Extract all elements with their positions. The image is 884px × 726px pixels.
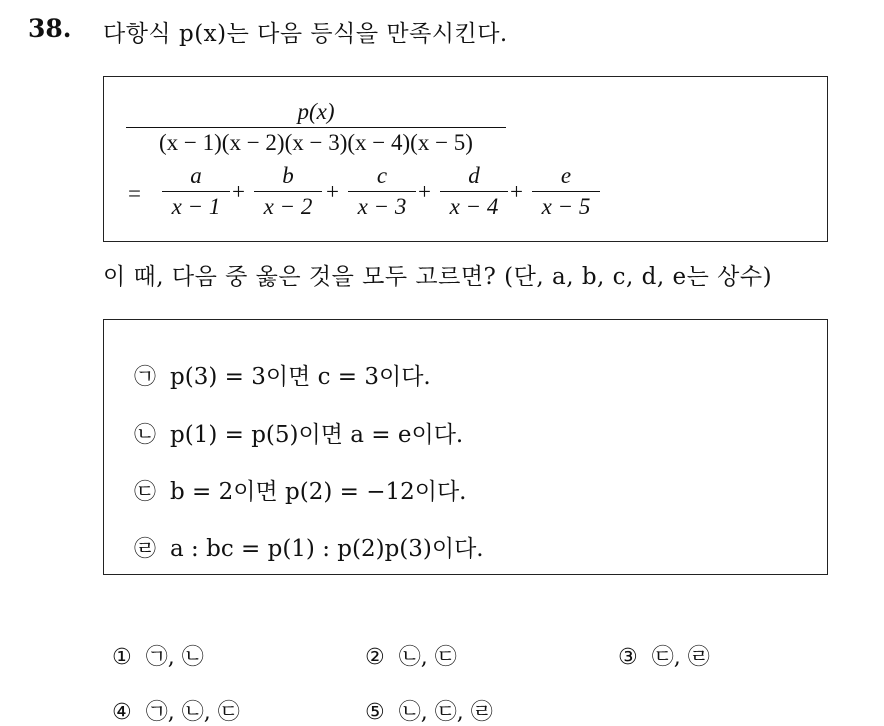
statement-1 — [134, 358, 431, 391]
statement-text: b = 2이면 p(2) = −12이다. — [170, 479, 467, 505]
lhs-denominator: (x − 1)(x − 2)(x − 3)(x − 4)(x − 5) — [159, 130, 473, 155]
condition-text: 이 때, 다음 중 옳은 것을 모두 고르면? (단, a, b, c, d, e는 상수) — [103, 264, 773, 290]
term-a: a x − 1 — [162, 163, 230, 220]
choice-1[interactable]: ① ㉠, ㉡ — [112, 645, 204, 670]
statement-mark: ㉢ — [134, 480, 157, 505]
equation-box — [103, 76, 828, 242]
statement-mark: ㉠ — [134, 365, 157, 390]
statement-text: a : bc = p(1) : p(2)p(3)이다. — [170, 536, 484, 562]
term-d: d x − 4 — [440, 163, 508, 220]
statements-box — [103, 319, 828, 575]
statement-text: p(3) = 3이면 c = 3이다. — [170, 364, 431, 390]
term-c: c x − 3 — [348, 163, 416, 220]
term-e: e x − 5 — [532, 163, 600, 220]
plus-sign: + — [232, 179, 245, 204]
question-number: 38. — [28, 14, 72, 43]
lhs-fraction — [126, 99, 506, 156]
choice-3[interactable]: ③ ㉢, ㉣ — [618, 645, 710, 670]
statement-mark: ㉣ — [134, 537, 157, 562]
statement-4 — [134, 530, 484, 563]
plus-sign: + — [326, 179, 339, 204]
equals-sign: = — [128, 181, 141, 206]
statement-mark: ㉡ — [134, 423, 157, 448]
statement-2 — [134, 416, 463, 449]
statement-3 — [134, 473, 467, 506]
question-stem: 다항식 p(x)는 다음 등식을 만족시킨다. — [103, 21, 508, 47]
statement-text: p(1) = p(5)이면 a = e이다. — [170, 422, 464, 448]
choice-4[interactable]: ④ ㉠, ㉡, ㉢ — [112, 700, 240, 725]
plus-sign: + — [418, 179, 431, 204]
term-b: b x − 2 — [254, 163, 322, 220]
choice-2[interactable]: ② ㉡, ㉢ — [365, 645, 457, 670]
lhs-numerator: p(x) — [297, 99, 335, 124]
choice-5[interactable]: ⑤ ㉡, ㉢, ㉣ — [365, 700, 493, 725]
plus-sign: + — [510, 179, 523, 204]
